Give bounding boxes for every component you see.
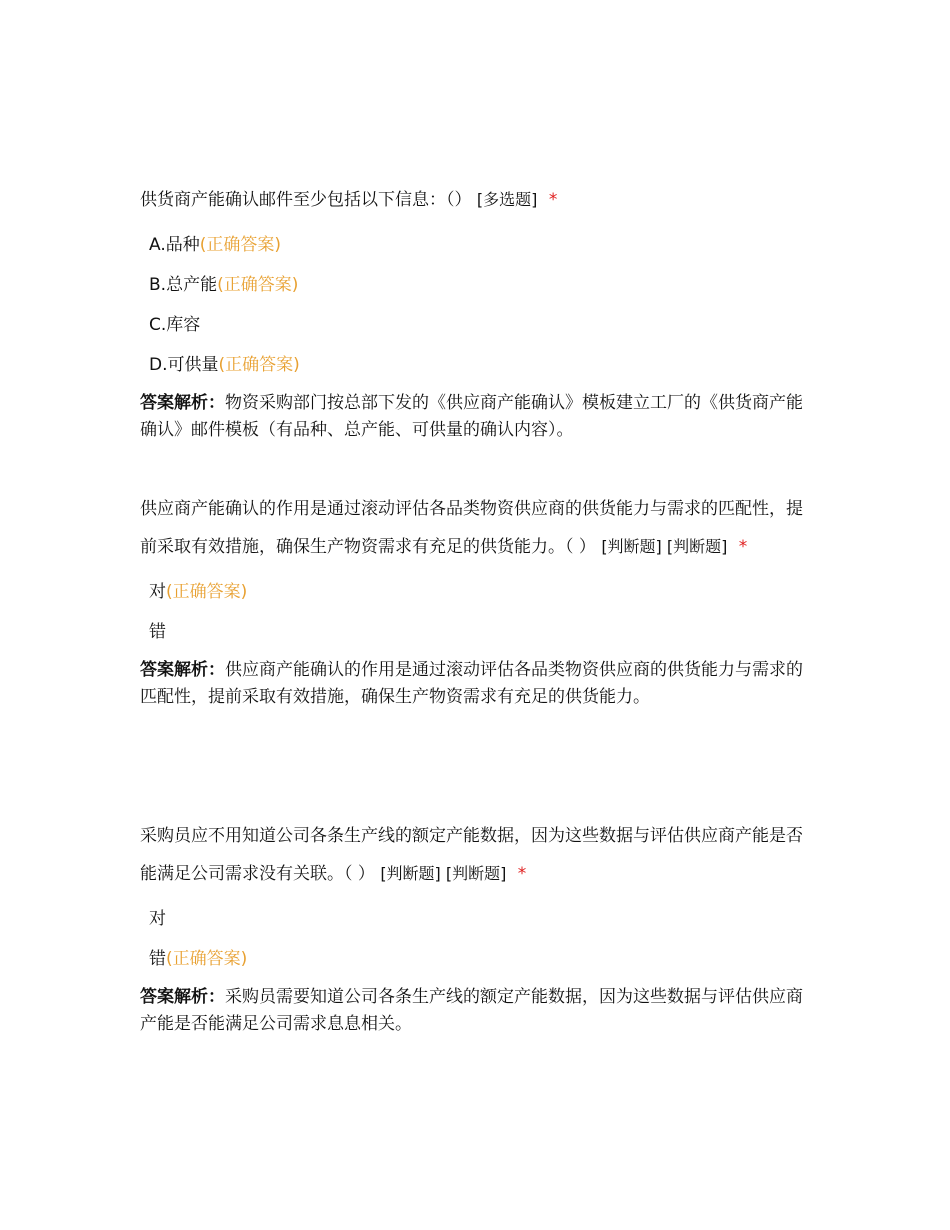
analysis-label: 答案解析： (140, 660, 225, 680)
required-mark: * (517, 864, 527, 884)
question-text: 供应商产能确认的作用是通过滚动评估各品类物资供应商的供货能力与需求的匹配性，提前采取有效措施，确保生产物资需求有充足的供货能力。（ ） (140, 499, 803, 557)
answer-analysis (140, 390, 812, 444)
option-label: B.总产能 (149, 275, 218, 295)
option-true[interactable] (140, 572, 812, 612)
option-label: D.可供量 (149, 355, 219, 375)
analysis-label: 答案解析： (140, 393, 225, 413)
option-label: 对 (149, 909, 166, 929)
option-b[interactable] (140, 265, 812, 305)
question-text: 供货商产能确认邮件至少包括以下信息：（） (140, 190, 472, 210)
question-title (140, 817, 812, 893)
question-type: [多选题] (476, 190, 538, 209)
option-d[interactable] (140, 345, 812, 385)
correct-answer-tag: (正确答案) (166, 949, 248, 969)
question-2 (140, 490, 812, 711)
answer-analysis (140, 657, 812, 711)
option-list (140, 899, 812, 979)
analysis-text: 采购员需要知道公司各条生产线的额定产能数据，因为这些数据与评估供应商产能是否能满足公司需求息息相关。 (140, 987, 803, 1034)
question-type: [判断题] [判断题] (380, 864, 507, 883)
question-title (140, 490, 812, 566)
correct-answer-tag: (正确答案) (217, 275, 299, 295)
option-c[interactable] (140, 305, 812, 345)
correct-answer-tag: (正确答案) (166, 582, 248, 602)
required-mark: * (738, 537, 748, 557)
option-label: 错 (149, 622, 166, 642)
option-label: A.品种 (149, 235, 200, 255)
correct-answer-tag: (正确答案) (218, 355, 300, 375)
option-a[interactable] (140, 225, 812, 265)
analysis-text: 物资采购部门按总部下发的《供应商产能确认》模板建立工厂的《供货商产能确认》邮件模板（有品种、总产能、可供量的确认内容）。 (140, 393, 803, 440)
option-false[interactable] (140, 939, 812, 979)
option-false[interactable] (140, 612, 812, 652)
option-label: 错 (149, 949, 166, 969)
correct-answer-tag: (正确答案) (199, 235, 281, 255)
analysis-label: 答案解析： (140, 987, 225, 1007)
option-list (140, 572, 812, 652)
question-1 (140, 181, 812, 444)
question-type: [判断题] [判断题] (601, 537, 728, 556)
question-title (140, 181, 812, 219)
option-label: C.库容 (149, 315, 201, 335)
question-3 (140, 817, 812, 1038)
option-label: 对 (149, 582, 166, 602)
option-list (140, 225, 812, 385)
required-mark: * (548, 190, 558, 210)
analysis-text: 供应商产能确认的作用是通过滚动评估各品类物资供应商的供货能力与需求的匹配性，提前采取有效措施，确保生产物资需求有充足的供货能力。 (140, 660, 803, 707)
question-text: 采购员应不用知道公司各条生产线的额定产能数据，因为这些数据与评估供应商产能是否能满足公司需求没有关联。（ ） (140, 826, 803, 884)
answer-analysis (140, 984, 812, 1038)
option-true[interactable] (140, 899, 812, 939)
